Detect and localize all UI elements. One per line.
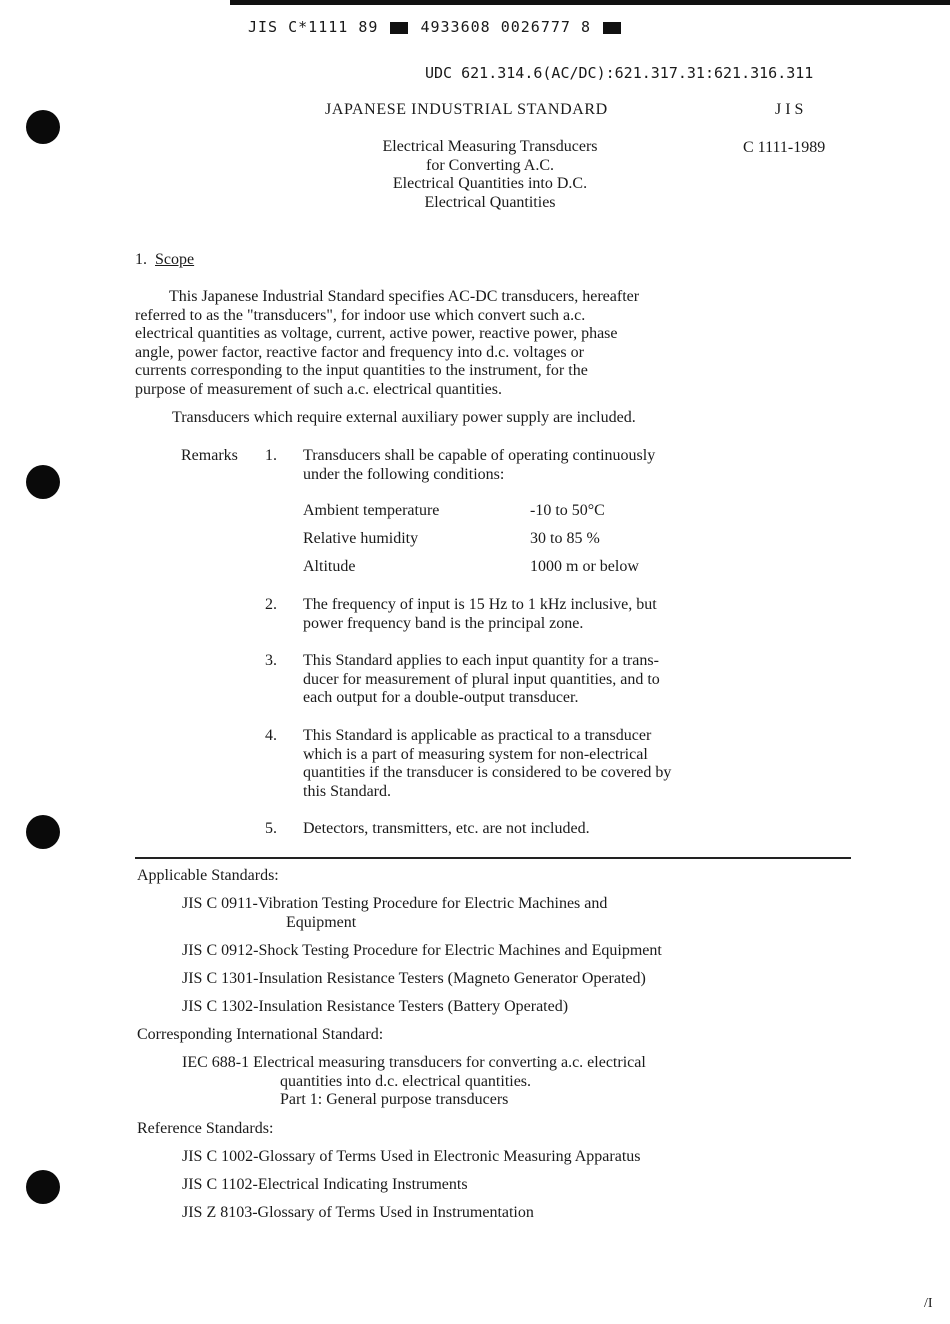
remark-number: 1. xyxy=(265,447,277,464)
condition-value: -10 to 50°C xyxy=(530,502,605,519)
section-heading-scope xyxy=(135,251,194,269)
standard-line: JIS C 0911-Vibration Testing Procedure for Electric Machines and xyxy=(182,895,608,912)
remark-text xyxy=(303,652,660,708)
remark-number: 2. xyxy=(265,596,277,613)
condition-label: Ambient temperature xyxy=(303,502,440,519)
control-code-part2: 4933608 0026777 8 xyxy=(420,18,591,36)
auxiliary-power-paragraph xyxy=(172,409,636,428)
remark-line: this Standard. xyxy=(303,782,391,800)
reference-standard-item xyxy=(182,1204,534,1223)
remark-line: Transducers shall be capable of operating continuously xyxy=(303,447,656,464)
top-border-rule xyxy=(230,0,950,5)
remark-number: 4. xyxy=(265,727,277,744)
paragraph-line: angle, power factor, reactive factor and frequency into d.c. voltages or xyxy=(135,343,584,361)
standard-line: Part 1: General purpose transducers xyxy=(280,1091,509,1108)
remark-line: which is a part of measuring system for non-electrical xyxy=(303,745,648,763)
remark-line: ducer for measurement of plural input quantities, and to xyxy=(303,670,660,688)
applicable-standard-item xyxy=(182,895,607,932)
title-line: for Converting A.C. xyxy=(426,156,554,174)
paragraph-line: electrical quantities as voltage, current, active power, reactive power, phase xyxy=(135,325,618,342)
footnote-divider xyxy=(135,857,851,859)
remark-text xyxy=(303,596,657,633)
reference-standard-item xyxy=(182,1176,468,1195)
binder-hole xyxy=(26,1170,60,1204)
remark-number: 5. xyxy=(265,820,277,837)
applicable-standard-item xyxy=(182,998,568,1017)
paragraph-line: currents corresponding to the input quantities to the instrument, for the xyxy=(135,362,588,379)
standard-line: JIS C 1302-Insulation Resistance Testers (Battery Operated) xyxy=(182,998,569,1015)
remark-line: quantities if the transducer is considered to be covered by xyxy=(303,764,672,781)
udc-classification: UDC 621.314.6(AC/DC):621.317.31:621.316.311 xyxy=(425,64,814,82)
document-control-code xyxy=(248,18,623,36)
paragraph-line: Transducers which require external auxiliary power supply are included. xyxy=(172,409,636,426)
redaction-block xyxy=(603,22,621,34)
remark-text xyxy=(303,447,655,484)
condition-label: Altitude xyxy=(303,558,356,575)
remark-line: The frequency of input is 15 Hz to 1 kHz inclusive, but xyxy=(303,596,657,613)
remark-line: This Standard is applicable as practical to a transducer xyxy=(303,727,652,744)
standard-line: quantities into d.c. electrical quantities. xyxy=(280,1072,532,1090)
standard-line: JIS C 1002-Glossary of Terms Used in Electronic Measuring Apparatus xyxy=(182,1148,641,1165)
title-line: Electrical Quantities xyxy=(424,193,556,211)
standard-line: JIS C 0912-Shock Testing Procedure for Electric Machines and Equipment xyxy=(182,942,662,959)
standard-organization: JAPANESE INDUSTRIAL STANDARD xyxy=(325,101,608,118)
condition-value: 30 to 85 % xyxy=(530,530,600,547)
standard-line: IEC 688-1 Electrical measuring transducers for converting a.c. electrical xyxy=(182,1054,646,1071)
remark-text xyxy=(303,820,590,839)
international-standard-item xyxy=(182,1054,646,1110)
applicable-standard-item xyxy=(182,942,662,961)
binder-hole xyxy=(26,110,60,144)
paragraph-line: referred to as the "transducers", for indoor use which convert such a.c. xyxy=(135,306,586,324)
remark-line: power frequency band is the principal zone. xyxy=(303,614,584,632)
binder-hole xyxy=(26,465,60,499)
control-code-part1: JIS C*1111 89 xyxy=(248,18,379,36)
standard-line: JIS Z 8103-Glossary of Terms Used in Instrumentation xyxy=(182,1204,534,1221)
title-line: Electrical Quantities into D.C. xyxy=(392,175,588,192)
section-number: 1. xyxy=(135,251,147,268)
applicable-standards-heading: Applicable Standards: xyxy=(137,867,279,884)
standard-line: JIS C 1301-Insulation Resistance Testers (Magneto Generator Operated) xyxy=(182,970,646,987)
binder-hole xyxy=(26,815,60,849)
reference-standard-item xyxy=(182,1148,641,1167)
standard-line: JIS C 1102-Electrical Indicating Instruments xyxy=(182,1176,468,1193)
paragraph-line: purpose of measurement of such a.c. electrical quantities. xyxy=(135,380,502,398)
section-title: Scope xyxy=(155,251,195,268)
condition-label: Relative humidity xyxy=(303,530,419,547)
remark-number: 3. xyxy=(265,652,277,669)
applicable-standard-item xyxy=(182,970,646,989)
remark-line: under the following conditions: xyxy=(303,465,505,483)
remark-line: each output for a double-output transducer. xyxy=(303,689,579,706)
remark-line: Detectors, transmitters, etc. are not included. xyxy=(303,820,590,837)
condition-value: 1000 m or below xyxy=(530,558,639,575)
title-line: Electrical Measuring Transducers xyxy=(382,138,598,155)
redaction-block xyxy=(390,22,408,34)
reference-standards-heading: Reference Standards: xyxy=(137,1120,274,1137)
remarks-label: Remarks xyxy=(181,447,238,464)
paragraph-line: This Japanese Industrial Standard specifies AC-DC transducers, hereafter xyxy=(169,288,640,305)
jis-label: J I S xyxy=(775,101,804,118)
remark-line: This Standard applies to each input quantity for a trans- xyxy=(303,652,659,669)
page-edge-mark: /I xyxy=(924,1296,933,1311)
standard-number: C 1111-1989 xyxy=(743,139,826,156)
remark-text xyxy=(303,727,671,801)
international-standard-heading: Corresponding International Standard: xyxy=(137,1026,384,1043)
standard-line: Equipment xyxy=(286,913,357,931)
scope-paragraph xyxy=(135,288,639,399)
document-title xyxy=(310,138,670,212)
